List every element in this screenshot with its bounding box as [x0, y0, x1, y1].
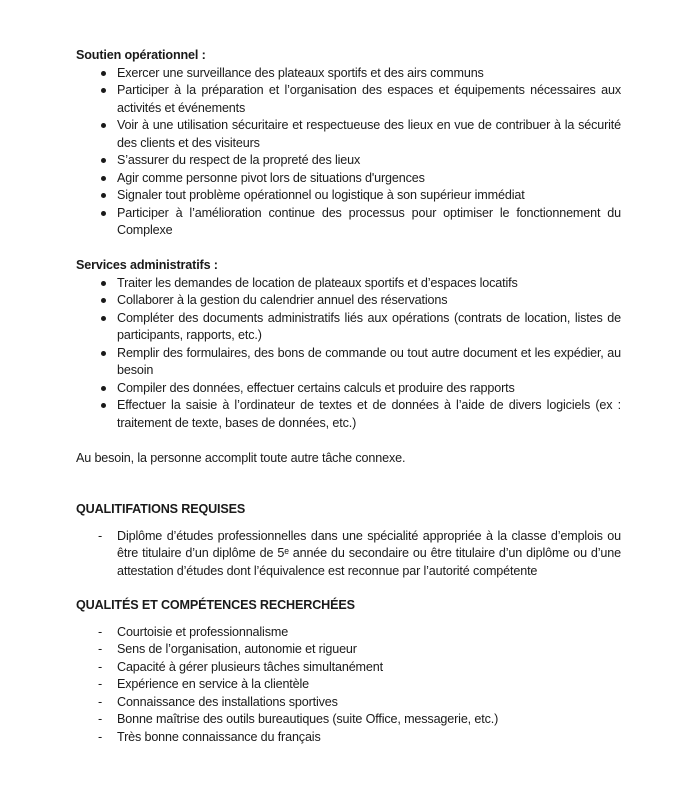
- services-list: [76, 275, 621, 433]
- list-item: Voir à une utilisation sécuritaire et respectueuse des lieux en vue de contribuer à la sécurité des clients et des visiteurs: [76, 117, 621, 152]
- dash-marker: -: [98, 729, 103, 744]
- list-item: Signaler tout problème opérationnel ou logistique à son supérieur immédiat: [76, 187, 621, 205]
- list-item-text: Expérience en service à la clientèle: [117, 677, 310, 691]
- list-item: Exercer une surveillance des plateaux sportifs et des airs communs: [76, 65, 621, 83]
- list-item: [76, 641, 621, 659]
- dash-marker: -: [98, 677, 103, 691]
- list-item-text: Courtoisie et professionnalisme: [117, 624, 289, 639]
- dash-marker: -: [98, 624, 103, 639]
- other-tasks-text: Au besoin, la personne accomplit toute autre tâche connexe.: [76, 450, 406, 465]
- list-item: Compiler des données, effectuer certains calculs et produire des rapports: [76, 380, 621, 398]
- list-item: [76, 711, 621, 729]
- list-item-text: Diplôme d’études professionnelles dans une spécialité appropriée à la classe d’emplois ou être titulaire d’un diplôme de 5ᵉ année du secondaire ou être titulaire d’un diplôme ou d’une attestation d’études dont l’équivalence est reconnue par l’autorité compétente: [117, 528, 621, 578]
- dash-marker: -: [98, 712, 103, 726]
- list-item-text: Bonne maîtrise des outils bureautiques (suite Office, messagerie, etc.): [117, 712, 499, 726]
- list-item: Effectuer la saisie à l’ordinateur de textes et de données à l’aide de divers logiciels (ex : traitement de texte, bases de données, etc.): [76, 397, 621, 432]
- qualifications-list: [76, 528, 621, 581]
- list-item: [76, 624, 621, 642]
- list-item: [76, 694, 621, 712]
- dash-marker: -: [98, 528, 103, 543]
- list-item-text: Très bonne connaissance du français: [117, 729, 321, 744]
- list-item: Remplir des formulaires, des bons de commande ou tout autre document et les expédier, au besoin: [76, 345, 621, 380]
- section-title-qualifications: QUALITIFATIONS REQUISES: [76, 502, 246, 516]
- soutien-list: [76, 65, 621, 240]
- section-title-qualities: QUALITÉS ET COMPÉTENCES RECHERCHÉES: [76, 598, 355, 612]
- qualities-list: [76, 624, 621, 747]
- section-title-soutien: Soutien opérationnel :: [76, 48, 206, 62]
- list-item: S’assurer du respect de la propreté des lieux: [76, 152, 621, 170]
- list-item: [76, 659, 621, 677]
- list-item-text: Connaissance des installations sportives: [117, 694, 338, 709]
- list-item: Collaborer à la gestion du calendrier annuel des réservations: [76, 292, 621, 310]
- list-item: [76, 528, 621, 581]
- list-item-text: Capacité à gérer plusieurs tâches simultanément: [117, 659, 383, 674]
- list-item: Traiter les demandes de location de plateaux sportifs et d’espaces locatifs: [76, 275, 621, 293]
- section-title-services: Services administratifs :: [76, 258, 218, 272]
- list-item: [76, 729, 621, 747]
- dash-marker: -: [98, 642, 103, 656]
- list-item-text: Sens de l’organisation, autonomie et rigueur: [117, 642, 357, 656]
- list-item: Participer à l’amélioration continue des processus pour optimiser le fonctionnement du Complexe: [76, 205, 621, 240]
- dash-marker: -: [98, 694, 103, 709]
- document-page: [76, 47, 621, 746]
- list-item: Participer à la préparation et l’organisation des espaces et équipements nécessaires aux activités et événements: [76, 82, 621, 117]
- list-item: Agir comme personne pivot lors de situations d'urgences: [76, 170, 621, 188]
- list-item: Compléter des documents administratifs liés aux opérations (contrats de location, listes de participants, rapports, etc.): [76, 310, 621, 345]
- list-item: [76, 676, 621, 694]
- dash-marker: -: [98, 659, 103, 674]
